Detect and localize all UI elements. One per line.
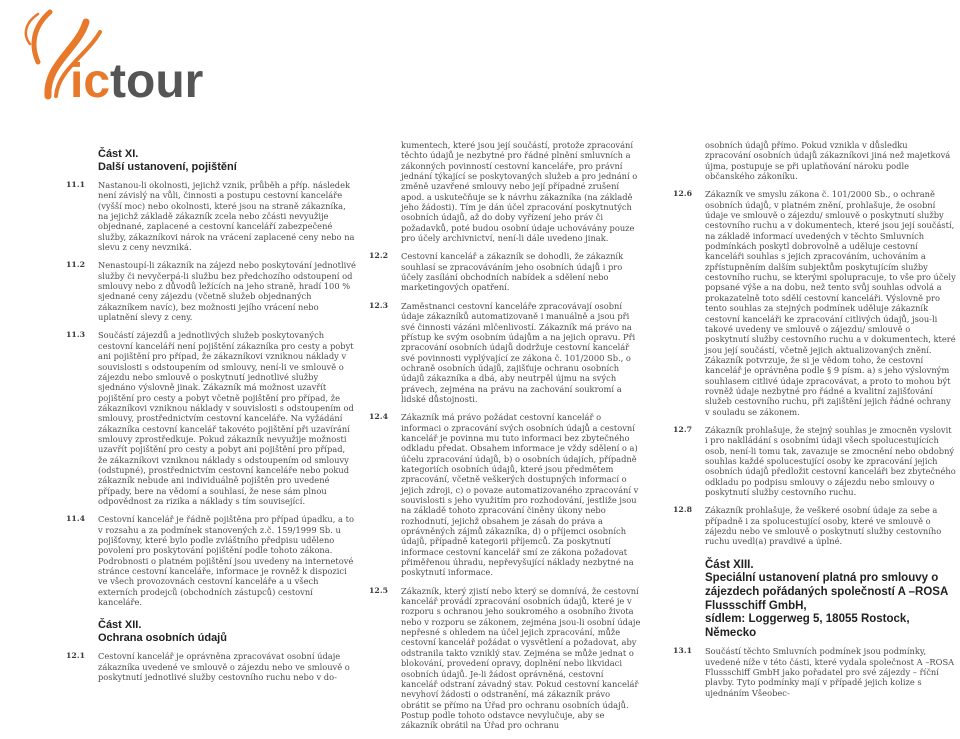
section-12-8: [673, 505, 956, 546]
section-text: Zákazník má právo požádat cestovní kancelář o informaci o zpracování svých osobních údajů a cestovní kancelář je povinna mu tuto informaci bez zbytečného odkladu předat. Obsahem informace je vždy sdělení o a) účelu zpracování údajů, b) o osobních údajích, případně kategoriích osobních údajů, které jsou předmětem zpracování, včetně veškerých dostupných informací o jejich zdroji, c) o povaze automatizovaného zpracování v souvislosti s jeho využitím pro rozhodování, jestliže jsou na základě tohoto zpracování činěny úkony nebo rozhodnutí, jejichž obsahem je zásah do práva a oprávněných zájmů zákazníka, d) o příjemci osobních údajů, případně kategorii příjemců. Za poskytnutí informace cestovní kancelář smí ze zákona požadovat přiměřenou úhradu, nepřevyšující náklady nezbytné na poskytnutí informace.: [401, 412, 639, 578]
section-number: 12.3: [369, 300, 388, 310]
section-number: 12.1: [66, 651, 85, 661]
section-text: Nastanou-li okolnosti, jejichž vznik, průběh a příp. následek není závislý na vůli, činnosti a postupu cestovní kanceláře (vyšší moc) nebo okolnosti, které jsou na straně zákazníka, na jejichž základě zákazník zcela nebo zčásti nevyužije objednané, zaplacené a cestovní kanceláří zabezpečené služby, zákazníkovi nárok na vrácení zaplacené ceny nebo na slevu z ceny nevzniká.: [98, 180, 355, 253]
column-middle: [369, 140, 641, 739]
section-number: 12.2: [369, 251, 388, 261]
ictour-logo-graphic: [8, 4, 228, 104]
section-number: 12.6: [673, 189, 692, 199]
section-text: Součástí těchto Smluvních podmínek jsou podmínky, uvedené níže v této části, které vydala společnost A –ROSA Flussschiff GmbH jako pořadatel pro své zájezdy – říční plavby. Tyto podmínky mají v případě jejich kolize s ujednáním Všeobec-: [705, 646, 955, 698]
section-number: 12.5: [369, 585, 388, 595]
section-12-1: [66, 651, 356, 682]
section-number: 13.1: [673, 646, 692, 656]
column-left: [66, 148, 356, 690]
logo-text: ictour: [70, 55, 204, 104]
part-xii-subtitle: Ochrana osobních údajů: [98, 632, 227, 645]
section-12-7: [673, 425, 956, 497]
section-12-2: [369, 251, 641, 292]
section-11-3: [66, 330, 356, 506]
part-xi-subtitle: Další ustanovení, pojištění: [98, 161, 237, 173]
section-text: Cestovní kancelář je oprávněna zpracovávat osobní údaje zákazníka uvedené ve smlouvě o zájezdu nebo ve smlouvě o poskytnutí jednotlivé služby cestovního ruchu nebo v do-: [98, 651, 350, 683]
section-number: 11.3: [66, 330, 85, 340]
section-number: 12.8: [673, 505, 692, 515]
ictour-logo: [8, 4, 228, 104]
part-xiii-title: Část XIII.: [705, 558, 754, 571]
part-xi-heading: [66, 148, 356, 174]
section-11-1: [66, 180, 356, 252]
section-text: Cestovní kancelář je řádně pojištěna pro případ úpadku, a to v rozsahu a za podmínek stanovených z.č. 159/1999 Sb. u pojišťovny, které bylo podle zvláštního předpisu uděleno povolení pro poskytování pojištění podle tohoto zákona. Podrobnosti o platném pojištění jsou uvedeny na internetové stránce cestovní kanceláře, informace je rovněž k dispozici ve všech provozovnách cestovní kanceláře a u všech externích prodejců (obchodních zástupců) cestovní kanceláře.: [98, 514, 354, 608]
section-text: Zaměstnanci cestovní kanceláře zpracovávají osobní údaje zákazníků automatizovaně i manuálně a jsou při své činnosti vázáni mlčenlivostí. Zákazník má právo na přístup ke svým osobním údajům a na jejich opravu. Při zpracování osobních údajů dodržuje cestovní kancelář své povinnosti vyplývající ze zákona č. 101/2000 Sb., o ochraně osobních údajů, zajišťuje ochranu osobních údajů zákazníka a dbá, aby neutrpěl újmu na svých právech, zejména na právu na zachování soukromí a lidské důstojnosti.: [401, 300, 636, 404]
part-xii-title: Část XII.: [98, 619, 142, 632]
section-text: Zákazník prohlašuje, že stejný souhlas je zmocněn vyslovit i pro naklládání s osobními údaji všech spolucestujících osob, není-li tomu tak, zavazuje se zmocnění nebo obdobný souhlas každé spolucestující osoby ke zpracování jejich osobních údajů předložit cestovní kanceláři bez zbytečného odkladu po podpisu smlouvy o zájezdu nebo smlouvy o poskytnutí služby cestovního ruchu.: [705, 424, 956, 497]
section-text: Nenastoupí-li zákazník na zájezd nebo poskytování jednotlivé služby či nevyčerpá-li službu bez předchozího odstoupení od smlouvy nebo z důvodů ležících na jeho straně, hradí 100 % sjednané ceny zájezdu (včetně služeb objednaných zákazníkem navíc), bez možnosti jejího vrácení nebo uplatnění slevy z ceny.: [98, 260, 356, 323]
part-xi-title: Část XI.: [98, 148, 139, 160]
continued-text: osobních údajů přímo. Pokud vznikla v důsledku zpracování osobních údajů zákazníkovi jiná než majetková újma, postupuje se při uplatňování nároku podle občanského zákoníku.: [705, 140, 951, 182]
section-text: Zákazník prohlašuje, že veškeré osobní údaje za sebe a případně i za spolucestující osoby, které ve smlouvě o zájezdu nebo ve smlouvě o poskytnutí služby cestovního ruchu uvedl(a) pravdivé a úplné.: [705, 505, 942, 547]
section-12-3: [369, 301, 641, 404]
section-13-1: [673, 646, 956, 698]
continued-text: kumentech, které jsou její součástí, protože zpracování těchto údajů je nezbytné pro řádné plnění smluvních a zákonných povinností cestovní kanceláře, pro právní jednání týkající se poskytovaných služeb a pro jednání o změně uzavřené smlouvy nebo její případné zrušení apod. a uskutečňuje se k návrhu zákazníka (na základě jeho žádosti). Tím je dán účel zpracování poskytnutých osobních údajů, až do doby vyřízení jeho práv či požadavků, poté budou osobní údaje uchovávány pouze pro účely archivnictví, není-li dále uvedeno jinak.: [401, 140, 638, 244]
section-number: 11.2: [66, 260, 85, 270]
section-12-6: [673, 189, 956, 417]
section-number: 12.4: [369, 412, 388, 422]
part-xiii-subtitle: Speciální ustanovení platná pro smlouvy o zájezdech pořádaných společností A –ROSA Flussschiff GmbH,: [705, 572, 948, 612]
section-12-5: [369, 586, 641, 731]
section-12-4: [369, 412, 641, 578]
section-text: Cestovní kancelář a zákazník se dohodli, že zákazník souhlasí se zpracováváním jeho osobních údajů i pro účely zasílání obchodních nabídek a sdělení nebo marketingových opatření.: [401, 251, 624, 293]
part-xiii-heading: [673, 559, 956, 641]
section-number: 12.7: [673, 424, 692, 434]
column-right: [673, 140, 956, 706]
section-number: 11.1: [66, 180, 85, 189]
section-11-4: [66, 514, 356, 607]
section-11-2: [66, 260, 356, 322]
part-xii-heading: [66, 619, 356, 645]
section-text: Zákazník, který zjistí nebo který se domnívá, že cestovní kancelář provádí zpracování osobních údajů, které je v rozporu s ochranou jeho soukromého a osobního života nebo v rozporu se zákonem, zejména jsou-li osobní údaje nepřesné s ohledem na účel jejich zpracování, může cestovní kancelář požádat o vysvětlení a požadovat, aby odstranila takto vzniklý stav. Zejména se může jednat o blokování, provedení opravy, doplnění nebo likvidaci osobních údajů. Je-li žádost oprávněná, cestovní kancelář odstraní závadný stav. Pokud cestovní kancelář nevyhoví žádosti o odstranění, má zákazník právo obrátit se přímo na Úřad pro ochranu osobních údajů. Postup podle tohoto odstavce nevylučuje, aby se zákazník obrátil na Úřad pro ochranu: [401, 585, 641, 731]
section-text: Součástí zájezdů a jednotlivých služeb poskytovaných cestovní kanceláří není pojištění zákazníka pro cesty a pobyt ani pojištění pro případ, že zákazníkovi vzniknou náklady v souvislosti s odstoupením od smlouvy, není-li ve smlouvě o zájezdu nebo smlouvě o poskytnutí jednotlivé služby sjednáno výslovně jinak. Zákazník má možnost uzavřít pojištění pro cesty a pobyt včetně pojištění pro případ, že zákazníkovi vzniknou náklady v souvislosti s odstoupením od smlouvy, prostřednictvím cestovní kanceláře. Na vyžádání zákazníka cestovní kancelář takovéto pojištění při uzavírání smlouvy zprostředkuje. Pokud zákazník nevyužije možnosti uzavřít pojištění pro cesty a pobyt ani pojištění pro případ, že zákazníkovi vzniknou náklady s odstoupením od smlouvy (odstupné), prostřednictvím cestovní kanceláře nebo pokud zákazník nebude ani individuálně pojištěn pro uvedené případy, bere na vědomí a souhlasí, že nese sám plnou odpovědnost za rizika a náklady s tím související.: [98, 330, 354, 506]
section-number: 11.4: [66, 514, 85, 524]
part-xiii-address: sídlem: Loggerweg 5, 18055 Rostock, Německo: [705, 613, 910, 639]
section-text: Zákazník ve smyslu zákona č. 101/2000 Sb., o ochraně osobních údajů, v platném znění, prohlašuje, že osobní údaje ve smlouvě o zájezdu/ smlouvě o poskytnutí služby cestovního ruchu a v dokumentech, které jsou její součástí, na základě informací uvedených v těchto Smluvních podmínkách poskytl dobrovolně a uděluje cestovní kanceláři souhlas s jejich zpracováním, uchováním a zpřístupněním dalším subjektům poskytujícím služby cestovního ruchu, se kterými spolupracuje, to vše pro účely popsané výše a na dobu, než tento svůj souhlas odvolá a prokazatelně toto sdělí cestovní kanceláři. Výslovně pro tento souhlas za stejných podmínek uděluje zákazník cestovní kanceláři ke zpracování citlivých údajů, jsou-li takové uvedeny ve smlouvě o zájezdu/ smlouvě o poskytnutí služby cestovního ruchu a v dokumentech, které jsou její součástí, včetně jejich aktualizovaných znění. Zákazník potvrzuje, že si je vědom toho, že cestovní kancelář je oprávněna podle § 9 písm. a) s jeho výslovným souhlasem citlivé údaje zpracovávat, a proto to mohou být rovněž údaje nezbytné pro řádné a kvalitní zajišťování služeb cestovního ruchu, při zajištění jejich řádné ochrany v souladu se zákonem.: [705, 189, 956, 417]
